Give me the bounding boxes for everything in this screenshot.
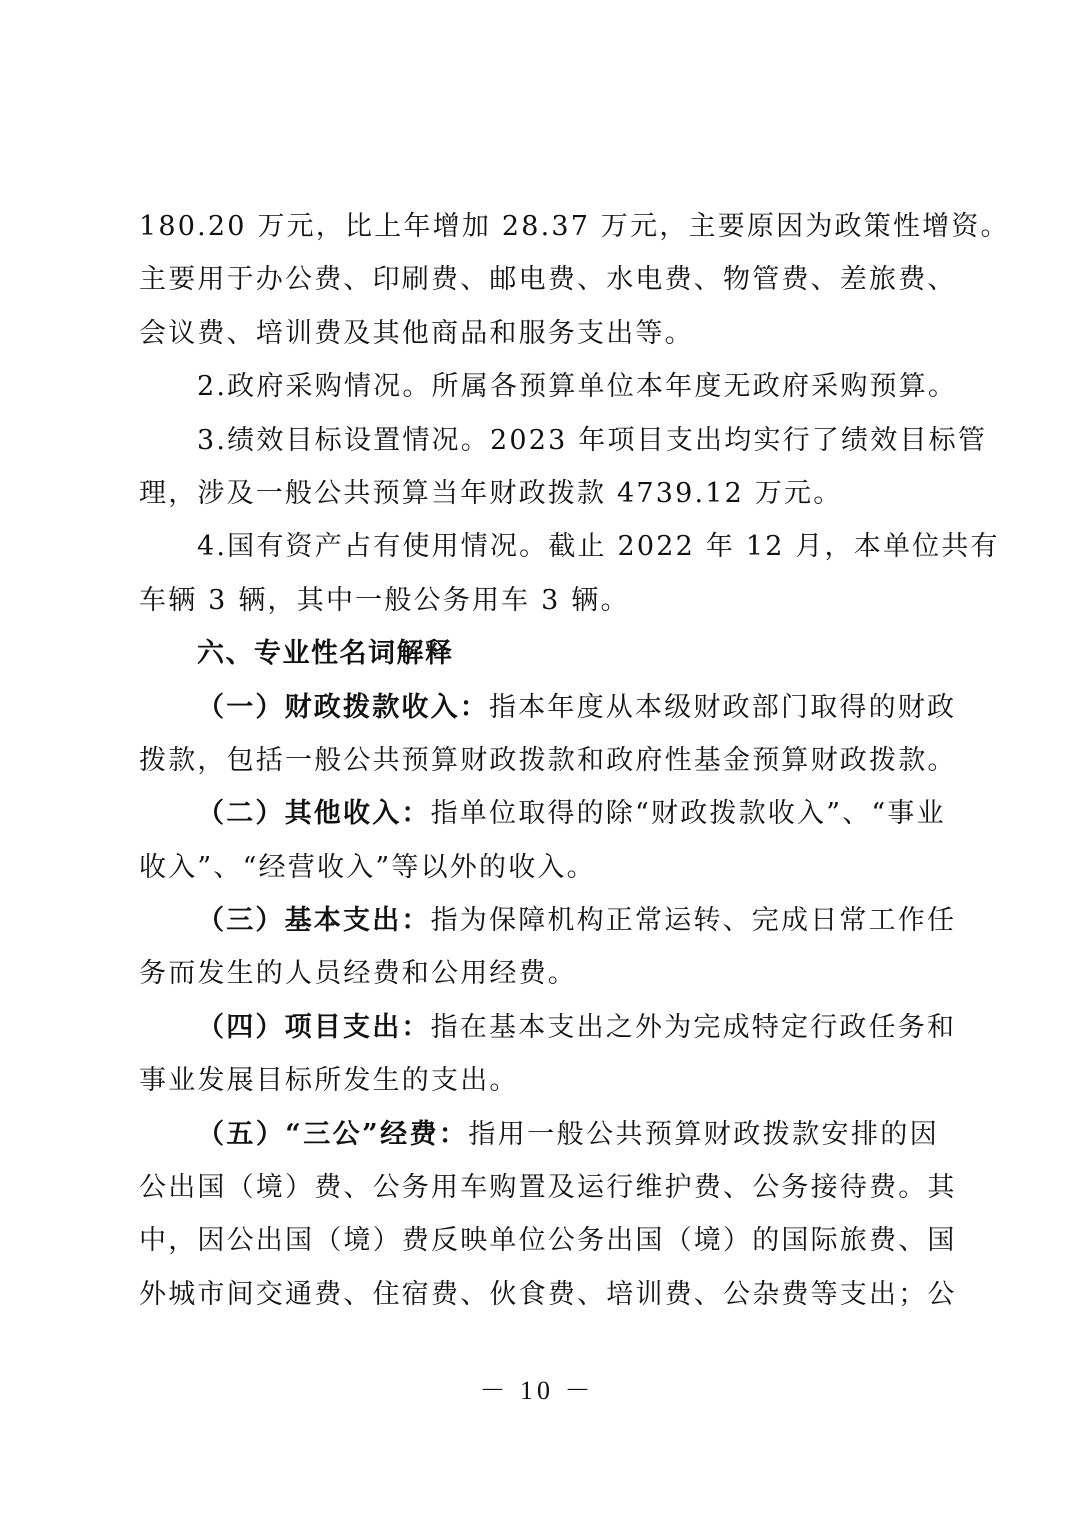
text-line: 180.20 万元，比上年增加 28.37 万元，主要原因为政策性增资。: [139, 211, 1010, 242]
definition-term: （四）项目支出：: [197, 1011, 431, 1043]
definition-text: 指单位取得的除“财政拨款收入”、“事业: [430, 798, 946, 830]
definition-term: （五）“三公”经费：: [197, 1118, 469, 1150]
text-line: 3.绩效目标设置情况。2023 年项目支出均实行了绩效目标管: [197, 424, 988, 456]
text-line: 2.政府采购情况。所属各预算单位本年度无政府采购预算。: [197, 371, 958, 403]
definition-first-line: [139, 787, 946, 840]
definition-text: 指用一般公共预算财政拨款安排的因: [468, 1118, 939, 1150]
text-line: 事业发展目标所发生的支出。: [139, 1065, 519, 1097]
definition-term: （一）财政拨款收入：: [197, 691, 489, 723]
definition-first-line: [139, 1001, 957, 1054]
text-line: 会议费、培训费及其他商品和服务支出等。: [139, 317, 694, 349]
text-line: 外城市间交通费、住宿费、伙食费、培训费、公杂费等支出；公: [139, 1278, 957, 1310]
definition-first-line: [139, 1108, 939, 1161]
text-line: 中，因公出国（境）费反映单位公务出国（境）的国际旅费、国: [139, 1225, 957, 1257]
definition-text: 指本年度从本级财政部门取得的财政: [489, 691, 957, 723]
text-line: 车辆 3 辆，其中一般公务用车 3 辆。: [139, 584, 630, 616]
text-line: 主要用于办公费、印刷费、邮电费、水电费、物管费、差旅费、: [139, 264, 957, 296]
definition-text: 指在基本支出之外为完成特定行政任务和: [430, 1011, 957, 1043]
text-line: 务而发生的人员经费和公用经费。: [139, 958, 577, 990]
definition-first-line: [139, 894, 957, 947]
text-line: 4.国有资产占有使用情况。截止 2022 年 12 月，本单位共有: [197, 531, 1000, 563]
definition-first-line: [139, 681, 957, 734]
section-heading: 六、专业性名词解释: [197, 638, 454, 670]
text-line: 拨款，包括一般公共预算财政拨款和政府性基金预算财政拨款。: [139, 744, 957, 776]
definition-term: （二）其他收入：: [197, 798, 431, 830]
definition-text: 指为保障机构正常运转、完成日常工作任: [430, 905, 957, 937]
text-line: 公出国（境）费、公务用车购置及运行维护费、公务接待费。其: [139, 1172, 957, 1204]
text-line: 理，涉及一般公共预算当年财政拨款 4739.12 万元。: [139, 477, 843, 509]
page-number: － 10 －: [479, 1376, 595, 1405]
definition-term: （三）基本支出：: [197, 905, 431, 937]
body-text: [139, 200, 1010, 1321]
text-line: 收入”、“经营收入”等以外的收入。: [139, 851, 596, 883]
